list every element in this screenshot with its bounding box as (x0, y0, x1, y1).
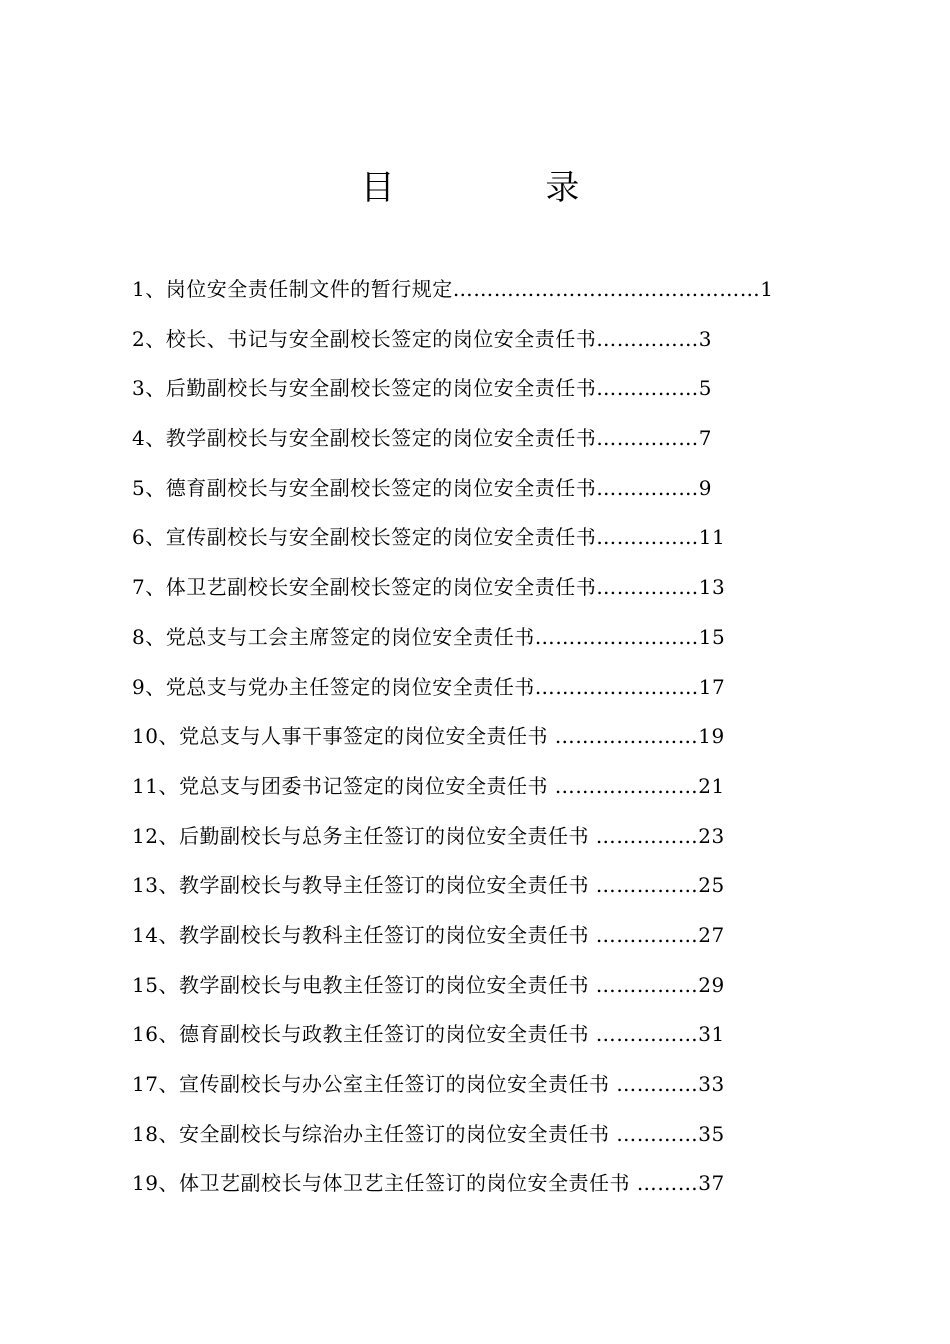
toc-entry-text: 3、后勤副校长与安全副校长签定的岗位安全责任书……………5 (132, 376, 712, 401)
toc-entry (132, 1117, 782, 1167)
toc-entry (132, 322, 782, 372)
toc-entry (132, 371, 782, 421)
toc-entry (132, 1166, 782, 1216)
toc-entry-text: 4、教学副校长与安全副校长签定的岗位安全责任书……………7 (132, 426, 712, 451)
toc-entry-text: 16、德育副校长与政教主任签订的岗位安全责任书 ……………31 (132, 1022, 725, 1047)
toc-entry-text: 8、党总支与工会主席签定的岗位安全责任书……………………15 (132, 624, 726, 649)
toc-entry (132, 471, 782, 521)
toc-entry (132, 1067, 782, 1117)
toc-entry (132, 620, 782, 670)
toc-entry-text: 12、后勤副校长与总务主任签订的岗位安全责任书 ……………23 (132, 823, 725, 848)
toc-entry-text: 1、岗位安全责任制文件的暂行规定………………………………………1 (132, 277, 774, 301)
toc-entry (132, 570, 782, 620)
toc-entry-text: 17、宣传副校长与办公室主任签订的岗位安全责任书 …………33 (132, 1072, 725, 1096)
toc-entry (132, 769, 782, 819)
toc-entry-text: 13、教学副校长与教导主任签订的岗位安全责任书 ……………25 (132, 873, 725, 898)
toc-entry (132, 670, 782, 720)
toc-entry-text: 6、宣传副校长与安全副校长签定的岗位安全责任书……………11 (132, 525, 726, 550)
toc-entry-text: 14、教学副校长与教科主任签订的岗位安全责任书 ……………27 (132, 922, 725, 947)
toc-entry-text: 5、德育副校长与安全副校长签定的岗位安全责任书……………9 (132, 475, 712, 500)
toc-entry (132, 819, 782, 869)
toc-entry-text: 18、安全副校长与综治办主任签订的岗位安全责任书 …………35 (132, 1121, 725, 1146)
toc-entry (132, 918, 782, 968)
toc-entry (132, 868, 782, 918)
toc-entry (132, 968, 782, 1018)
toc-entry-text: 2、校长、书记与安全副校长签定的岗位安全责任书……………3 (132, 326, 712, 351)
toc-entry (132, 1017, 782, 1067)
toc-entry-text: 15、教学副校长与电教主任签订的岗位安全责任书 ……………29 (132, 972, 725, 997)
toc-entry-text: 9、党总支与党办主任签定的岗位安全责任书……………………17 (132, 674, 726, 699)
toc-list (132, 272, 782, 1216)
toc-entry-text: 10、党总支与人事干事签定的岗位安全责任书 …………………19 (132, 724, 725, 749)
toc-entry (132, 272, 782, 322)
toc-entry-text: 19、体卫艺副校长与体卫艺主任签订的岗位安全责任书 ………37 (132, 1171, 725, 1196)
toc-entry-text: 7、体卫艺副校长安全副校长签定的岗位安全责任书……………13 (132, 575, 726, 600)
toc-title: 目 录 (360, 168, 650, 208)
toc-entry-text: 11、党总支与团委书记签定的岗位安全责任书 …………………21 (132, 773, 725, 798)
toc-entry (132, 421, 782, 471)
toc-entry (132, 520, 782, 570)
toc-entry (132, 719, 782, 769)
